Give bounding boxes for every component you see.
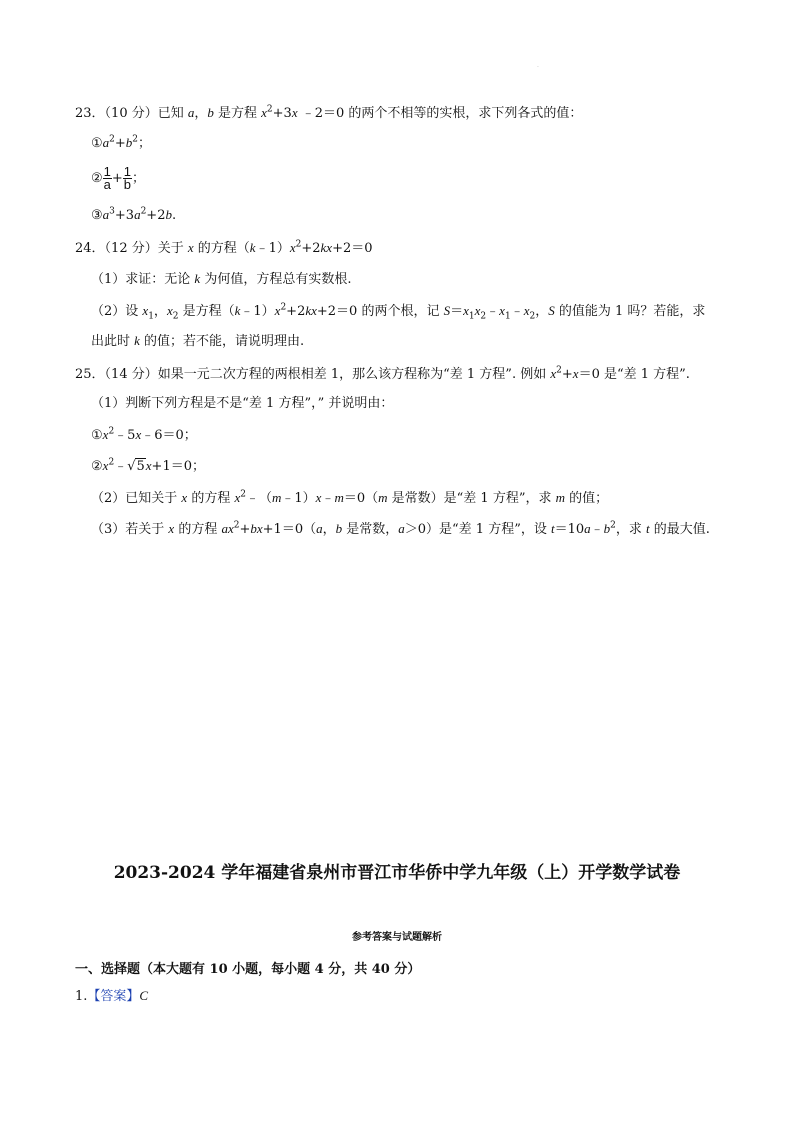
q25-part-1: （1）判断下列方程是不是“差 1 方程”，” 并说明由： xyxy=(91,396,394,411)
answer-subtitle: 参考答案与试题解析 xyxy=(352,932,442,943)
q25-item-1: $①x^2﹣5x﹣6=0$； xyxy=(91,426,197,443)
q23-item-2: ② $\frac{1}{a}$ + $\frac{1}{b}$ ； xyxy=(91,164,146,192)
q25-part-2: （2）已知关于 x 的方程 $x^2﹣(m﹣1)x﹣m=0(m$ 是常数）是“差 1 方程”，求 m 的值； xyxy=(91,489,609,506)
q25-item-2: $②x^2﹣√5x+1=0$； xyxy=(91,457,205,474)
fraction-1-over-b: $\frac{1}{b}$ xyxy=(123,164,132,192)
section-heading: 一、选择题（本大题有 10 小题，每小题 4 分，共 40 分） xyxy=(75,962,421,977)
q23-header: 23．（10 分）已知 a，b 是方程 $x^2+3x$ ﹣2＝0 的两个不相等的实根，求下列各式的值： xyxy=(75,104,583,121)
scan-mark: · xyxy=(537,64,539,71)
q24-part-2-continued: 出此时 k 的值；若不能，请说明理由. xyxy=(91,333,305,349)
square-root-5: √5 xyxy=(127,459,145,474)
q23-item-3: $③a^3+3a^2+2b$. xyxy=(91,206,177,223)
q25-part-3: （3）若关于 x 的方程 $ax^2+bx+1=0(a$，b 是常数，a＞0）是“差 1 方程”，设 $t=10a﹣b^2$，求 t 的最大值. xyxy=(91,520,710,537)
q25-header: 25．（14 分）如果一元二次方程的两根相差 1，那么该方程称为“差 1 方程”. 例如 $x^2+x=0$ 是“差 1 方程”. xyxy=(75,365,690,382)
answer-value: C xyxy=(139,988,149,1003)
answer-title: 2023-2024 学年福建省泉州市晋江市华侨中学九年级（上）开学数学试卷 xyxy=(113,863,681,883)
q24-part-2: （2）设 $x_1$，$x_2$ 是方程$(k﹣1)x^2+2kx+2=0$ 的两个根，记 $S=x_1x_2﹣x_1﹣x_2$，S 的值能为 1 吗？若能，求 xyxy=(91,302,706,322)
fraction-1-over-a: $\frac{1}{a}$ xyxy=(103,164,111,192)
answer-label: 【答案】 xyxy=(87,989,140,1004)
q23-item-1: $①a^2+b^2$； xyxy=(91,134,152,151)
q24-part-1: （1）求证：无论 k 为何值，方程总有实数根. xyxy=(91,271,352,287)
answer-1: 1.【答案】C xyxy=(75,988,149,1004)
q24-header: 24．（12 分）关于 x 的方程$(k﹣1)x^2+2kx+2=0$ xyxy=(75,239,373,256)
